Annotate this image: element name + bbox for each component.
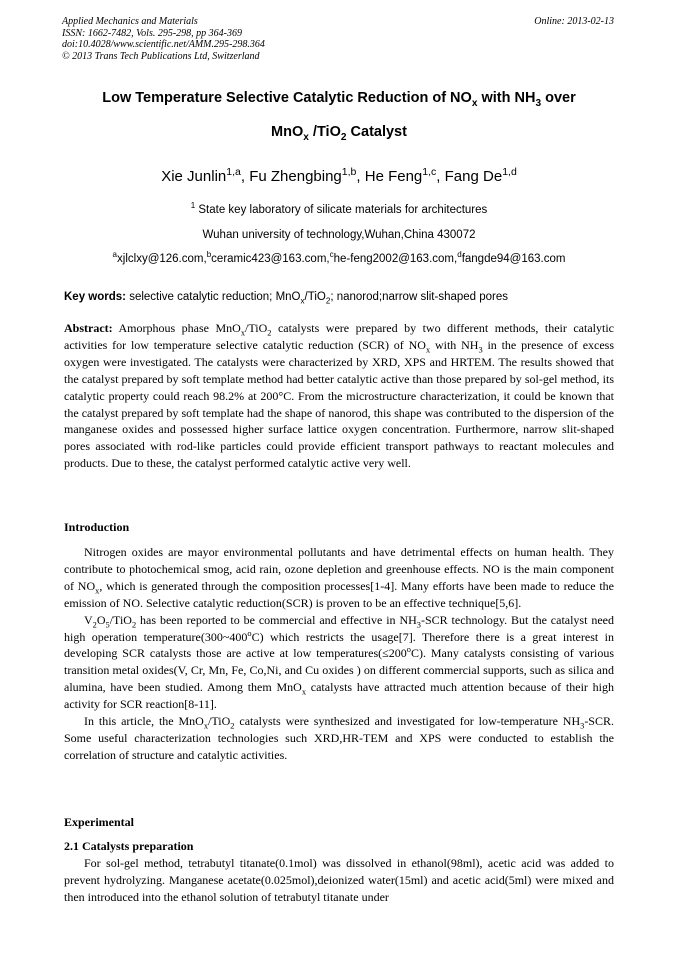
- author-list: Xie Junlin$^{1,a}$, Fu Zhengbing$^{1,b}$, He Feng$^{1,c}$, Fang De$^{1,d}$: [161, 166, 517, 185]
- journal-header: [62, 16, 265, 62]
- author-emails: $^a$xjlclxy@126.com,$^b$ceramic423@163.com,$^c$he-feng2002@163.com,$^d$fangde94@163.com: [112, 250, 566, 265]
- paragraph: For sol-gel method, tetrabutyl titanate(0.1mol) was dissolved in ethanol(98ml), acetic acid was added to prevent hydrolyzing. Manganese acetate(0.025mol),deionized water(15ml) and acetic acid(5ml) were mixed and then introduced into the ethanol solution of tetrabutyl titanate under: [64, 856, 614, 904]
- keywords: Key words: selective catalytic reduction; MnO$_x$/TiO$_2$; nanorod;narrow slit-shaped pores: [64, 291, 509, 306]
- affiliation-line2: Wuhan university of technology,Wuhan,China 430072: [202, 229, 476, 241]
- email-link[interactable]: xjlclxy@126.com,: [117, 253, 207, 265]
- paper-title-line2: MnO$_x$ /TiO$_2$ Catalyst: [271, 124, 407, 143]
- subsection-heading: 2.1 Catalysts preparation: [64, 839, 194, 853]
- journal-name: Applied Mechanics and Materials: [62, 16, 198, 27]
- email-link[interactable]: fangde94@163.com: [461, 253, 566, 265]
- journal-issn: ISSN: 1662-7482, Vols. 295-298, pp 364-369: [62, 27, 242, 39]
- abstract-label: Abstract:: [64, 321, 113, 335]
- author-name: Fang De: [444, 168, 503, 185]
- email-link[interactable]: ceramic423@163.com,: [211, 253, 330, 265]
- abstract: Abstract: Amorphous phase MnO$_x$/TiO$_2$ catalysts were prepared by two different methods, their catalytic activities for low temperature selective catalytic reduction (SCR) of $NO_x$ with $NH_3$ in the presence of excess oxygen were investigated. The catalysts were characterized by XRD, XPS and HRTEM. The results showed that the catalyst prepared by soft template method had better catalytic active than those prepared by sol-gel method, its catalytic property could reach 98.2% at 200°C. From the microstructure characterization, it could be known that the catalyst prepared by soft template had the shape of nanorod, this shape was contributed to the dispersion of the manganese oxides and possessed higher surface lattice oxygen concentration. Furthermore, narrow slit-shaped pores associated with rod-like particles could provide efficient transport pathways to reactant molecules and products. Due to these, the catalyst performed catalytic active very well.: [64, 321, 615, 471]
- author-name: Xie Junlin: [161, 168, 227, 185]
- experimental-body: [64, 855, 614, 906]
- journal-copyright: © 2013 Trans Tech Publications Ltd, Switzerland: [62, 50, 260, 62]
- paragraph: Nitrogen oxides are mayor environmental pollutants and have detrimental effects on human health. They contribute to photochemical smog, acid rain, ozone depletion and greenhouse effects. NO is the main component of $NO_x$, which is generated through the composition processes[1-4]. Many efforts have been made to reduce the emission of NO. Selective catalytic reduction(SCR) is proven to be an effective technique[5,6].: [64, 545, 615, 610]
- paragraph: In this article, the MnO$_x$/TiO$_2$ catalysts were synthesized and investigated for low-temperature $NH_3$-SCR. Some useful characterization technologies such XRD,HR-TEM and XPS were conducted to establish the correlation of structure and catalytic activities.: [64, 714, 614, 762]
- author-name: Fu Zhengbing: [249, 168, 342, 185]
- email-link[interactable]: he-feng2002@163.com,: [333, 253, 458, 265]
- journal-doi: doi:10.4028/www.scientific.net/AMM.295-298.364: [62, 39, 265, 50]
- paper-title-line1: Low Temperature Selective Catalytic Reduction of $NO_x$ with $NH_3$ over: [102, 90, 576, 109]
- section-heading-introduction: Introduction: [64, 520, 130, 534]
- online-date: Online: 2013-02-13: [534, 16, 614, 27]
- paragraph: $V_2O_5/TiO_2$ has been reported to be commercial and effective in $NH_3$-SCR technology. But the catalyst need high operation temperature(300~400$^o$C) which restricts the usage[7]. Therefore there is a great interest in developing SCR catalysts those are active at low $temperatures(\le 200^oC)$. Many catalysts consisting of various transition metal oxides(V, Cr, Mn, Fe, Co,Ni, and Cu oxides ) on different commercial supports, such as silica and alumina, have been studied. Among them MnO$_x$ catalysts have attracted much attention because of their high activity for SCR reaction[8-11].: [64, 612, 614, 712]
- affiliation-line1: $^1$ State key laboratory of silicate materials for architectures: [190, 201, 488, 216]
- introduction-body: [64, 544, 614, 764]
- section-heading-experimental: Experimental: [64, 815, 134, 829]
- author-name: He Feng: [364, 168, 423, 185]
